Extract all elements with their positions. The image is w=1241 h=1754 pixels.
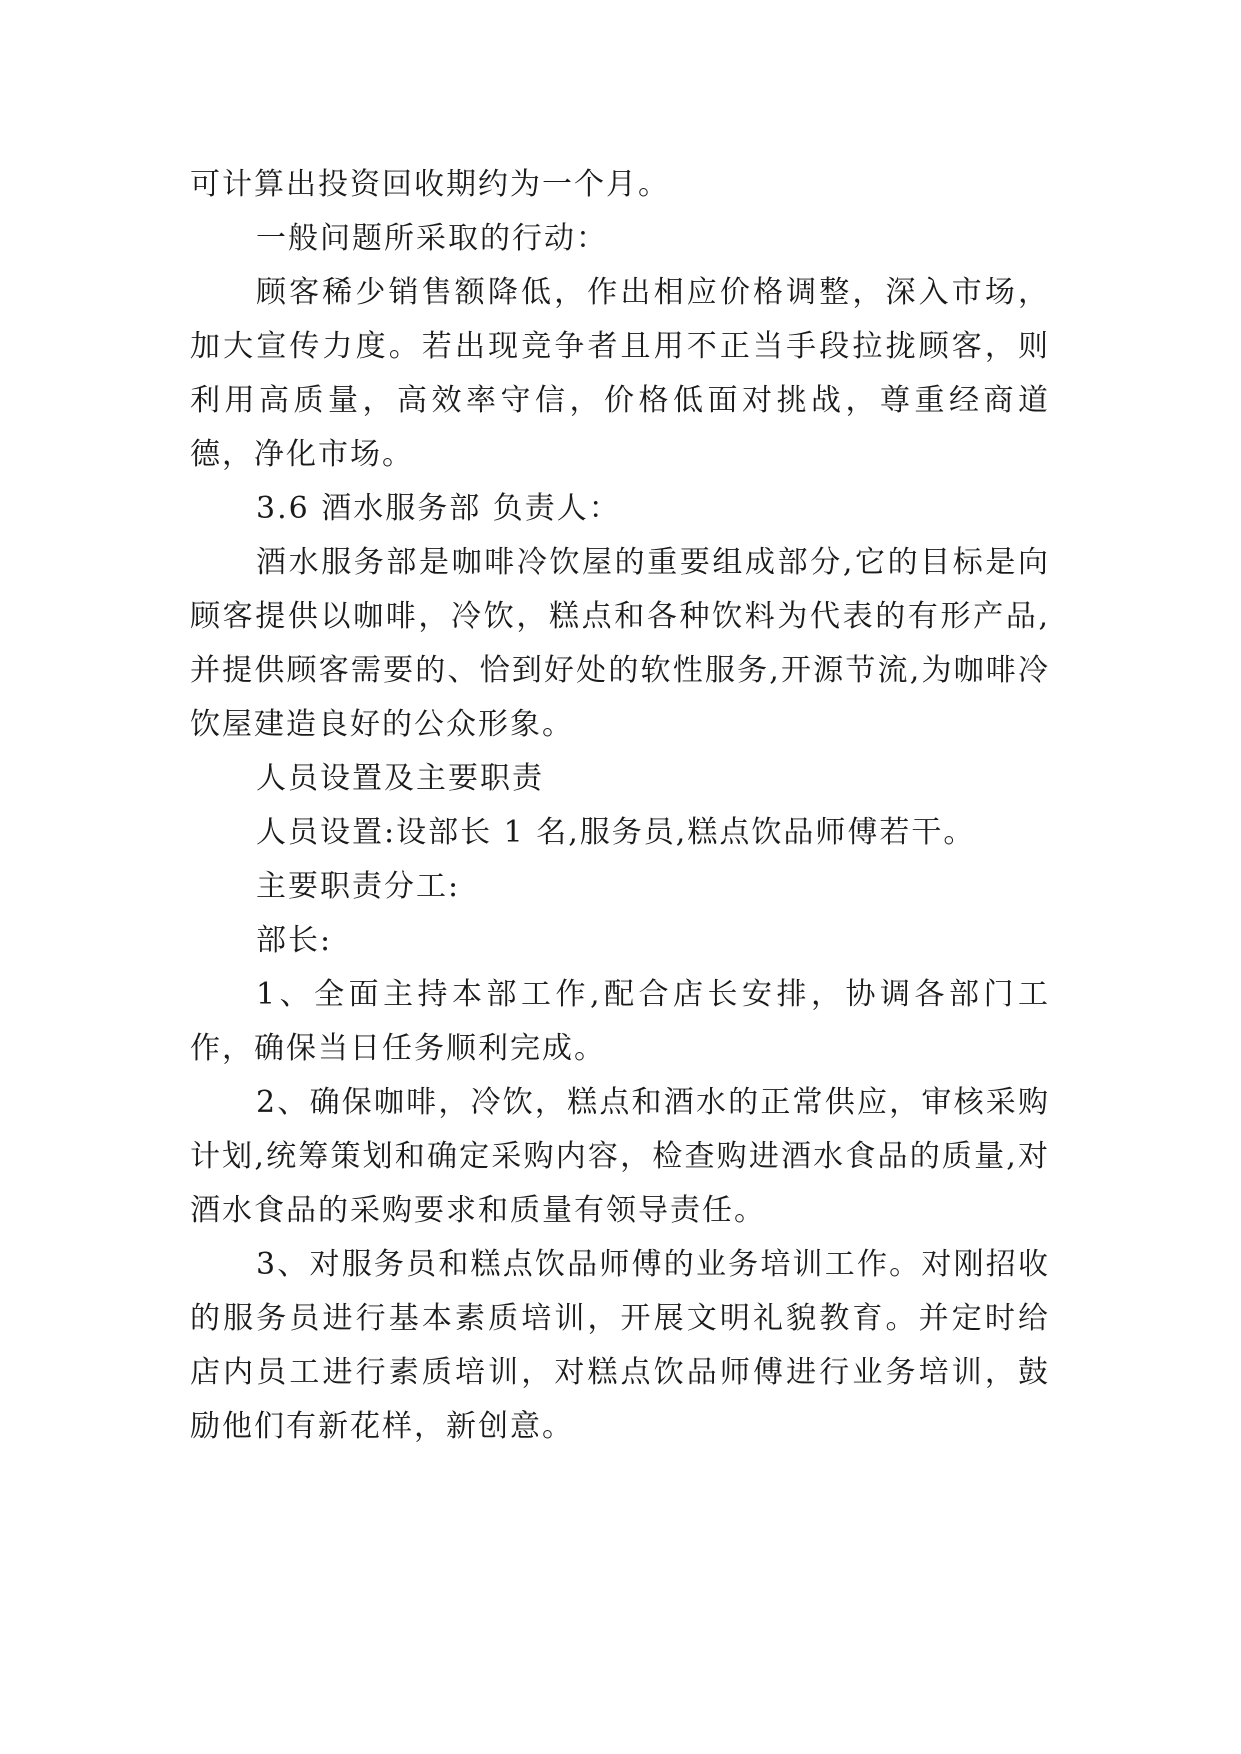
document-body — [190, 158, 1050, 1454]
paragraph-payback-period: 可计算出投资回收期约为一个月。 — [190, 167, 670, 202]
paragraph-duty-3: 3、对服务员和糕点饮品师傅的业务培训工作。对刚招收的服务员进行基本素质培训，开展文明礼貌教育。并定时给店内员工进行素质培训，对糕点饮品师傅进行业务培训，鼓励他们有新花样，新创意。 — [190, 1247, 1050, 1444]
paragraph-general-actions: 顾客稀少销售额降低，作出相应价格调整，深入市场，加大宣传力度。若出现竞争者且用不正当手段拉拢顾客，则利用高质量，高效率守信，价格低面对挑战，尊重经商道德，净化市场。 — [190, 275, 1050, 472]
paragraph-director-heading: 部长: — [256, 923, 333, 958]
paragraph-duty-1: 1、全面主持本部工作,配合店长安排，协调各部门工作，确保当日任务顺利完成。 — [190, 977, 1050, 1066]
section-heading-beverage-department: 3.6 酒水服务部 负责人： — [256, 491, 621, 526]
paragraph-duty-2: 2、确保咖啡，冷饮，糕点和酒水的正常供应，审核采购计划,统筹策划和确定采购内容，检查购进酒水食品的质量,对酒水食品的采购要求和质量有领导责任。 — [190, 1085, 1050, 1228]
paragraph-department-goal: 酒水服务部是咖啡冷饮屋的重要组成部分,它的目标是向顾客提供以咖啡，冷饮，糕点和各种饮料为代表的有形产品,并提供顾客需要的、恰到好处的软性服务,开源节流,为咖啡冷饮屋建造良好的公众形象。 — [190, 545, 1050, 742]
paragraph-staffing-heading: 人员设置及主要职责 — [256, 761, 544, 796]
paragraph-general-actions-heading: 一般问题所采取的行动： — [256, 221, 608, 256]
paragraph-staffing: 人员设置:设部长 1 名,服务员,糕点饮品师傅若干。 — [256, 815, 976, 850]
paragraph-duties-heading: 主要职责分工: — [256, 869, 461, 904]
